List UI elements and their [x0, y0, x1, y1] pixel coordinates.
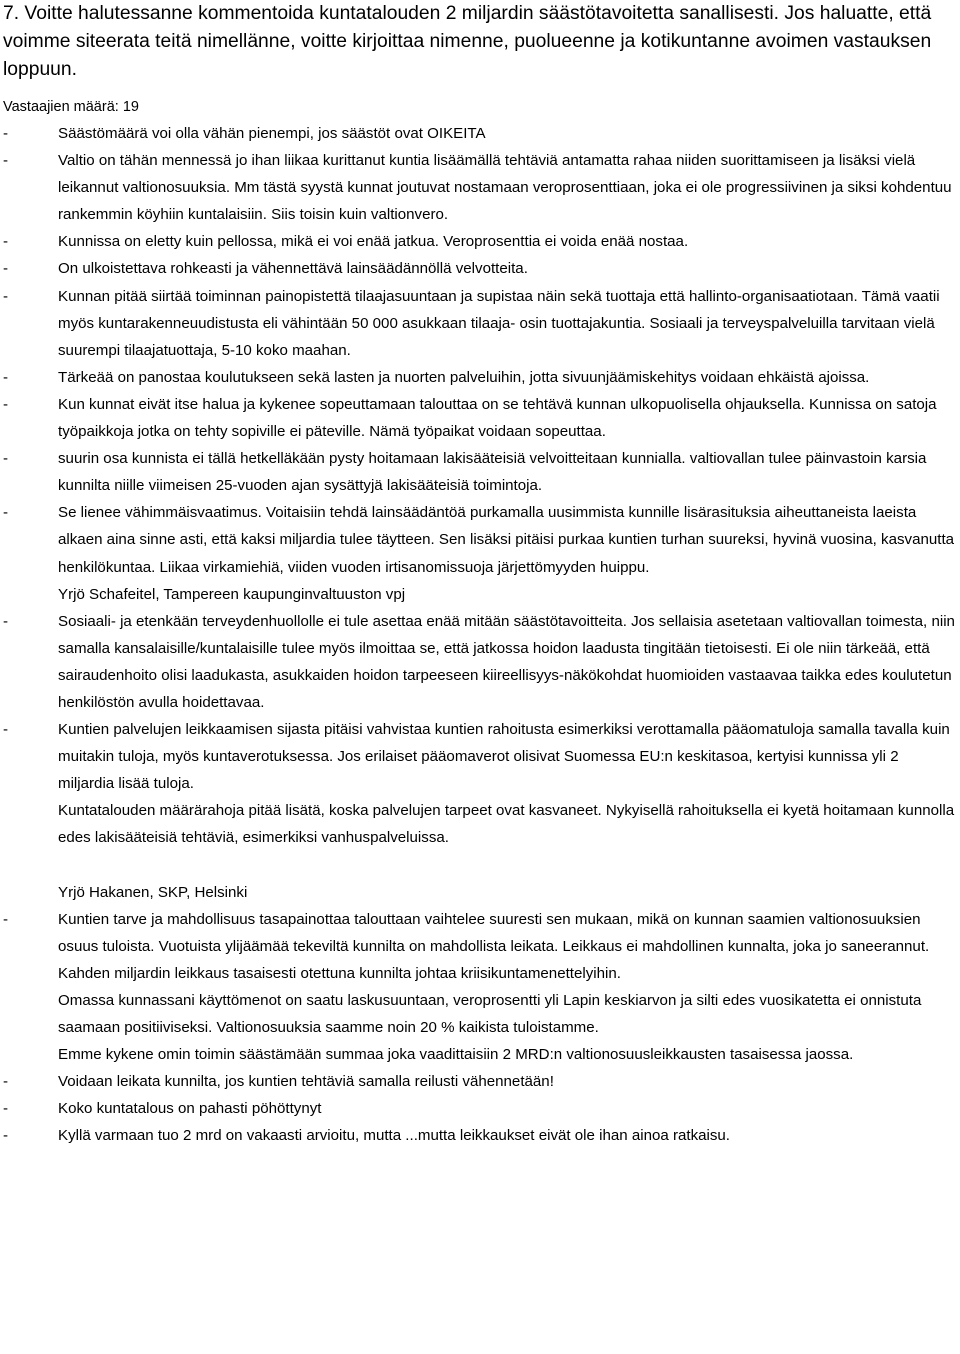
response-item	[3, 445, 958, 499]
response-item	[3, 581, 958, 608]
bullet-dash: -	[3, 368, 9, 386]
response-text: Emme kykene omin toimin säästämään summaa joka vaadittaisiin 2 MRD:n valtionosuusleikkausten tasaisessa jaossa.	[58, 1046, 854, 1064]
response-text: Säästömäärä voi olla vähän pienempi, jos säästöt ovat OIKEITA	[58, 125, 486, 142]
response-text: Sosiaali- ja etenkään terveydenhuollolle ei tule asettaa enää mitään säästötavoitteita. Jos sellaisia asetetaan valtiovallan toimesta, niin samalla kansalaisille/kuntalaisille tulee myös ilmoittaa se, että jatkossa hoidon laadusta tingitään tietoisesti. Ei ole niin tärkeää, että sairaudenhoito olisi laadukasta, asukkaiden hoidon tarpeeseen kiireellisyys-näkökohdat huomioiden vastaavaa taikka edes koulutetun henkilöstön avulla hoidettavaa.	[58, 612, 955, 711]
response-text: Kuntien tarve ja mahdollisuus tasapainottaa talouttaan vaihtelee suuresti sen mukaan, mikä on kunnan saamien valtionosuuksien osuus tuloista. Vuotuista ylijäämää tekeviltä kunnilta on mahdollista leikata. Leikkaus ei mahdollinen kunnalta, joka jo saneerannut. Kahden miljardin leikkaus tasaisesti otettuna kunnilta johtaa kriisikuntamenettelyihin.	[58, 910, 930, 982]
bullet-dash: -	[3, 450, 9, 468]
response-text: Yrjö Schafeitel, Tampereen kaupunginvaltuuston vpj	[58, 585, 406, 603]
bullet-dash: -	[3, 152, 9, 170]
response-item	[3, 1041, 958, 1068]
response-text: Se lienee vähimmäisvaatimus. Voitaisiin tehdä lainsäädäntöä purkamalla uusimmista kunnille lisärasituksia aiheuttaneista laeista alkaen aina sinne asti, että kaksi miljardia tulee täytteen. Sen lisäksi pitäisi purkaa kuntien turhan suureksi, hyvinä vuosina, kasvanutta henkilökuntaa. Liikaa virkamiehiä, viiden vuoden irtisanomissuoja järjettömyyden huippu.	[58, 504, 955, 576]
bullet-dash: -	[3, 1127, 9, 1145]
response-item	[3, 1095, 958, 1122]
response-text: Kunnissa on eletty kuin pellossa, mikä ei voi enää jatkua. Veroprosenttia ei voida enää nostaa.	[58, 233, 689, 251]
bullet-dash: -	[3, 233, 9, 251]
response-text: Koko kuntatalous on pahasti pöhöttynyt	[58, 1100, 322, 1118]
bullet-dash: -	[3, 1073, 9, 1091]
bullet-dash: -	[3, 612, 9, 630]
response-item	[3, 255, 958, 282]
response-text: Kuntien palvelujen leikkaamisen sijasta pitäisi vahvistaa kuntien rahoitusta esimerkiksi verottamalla pääomatuloja samalla tavalla kuin muitakin tuloja, myös kuntaverotuksessa. Jos erilaiset pääomaverot olisivat Suomessa EU:n keskitasoa, kertyisi kunnissa yli 2 miljardia lisää tuloja.	[58, 721, 950, 793]
bullet-dash: -	[3, 287, 9, 305]
response-item	[3, 1122, 958, 1149]
respondent-count: Vastaajien määrä: 19	[3, 99, 139, 115]
bullet-dash: -	[3, 504, 9, 522]
bullet-dash: -	[3, 125, 9, 142]
bullet-dash: -	[3, 260, 9, 278]
response-item	[3, 120, 958, 147]
response-text: Kunnan pitää siirtää toiminnan painopistettä tilaajasuuntaan ja supistaa näin sekä tuottaja että hallinto-organisaatiotaan. Tämä vaatii myös kuntarakenneuudistusta eli vähintään 50 000 asukkaan tilaaja- osin tuottajakuntia. Sosiaali ja terveyspalveluilla tarvitaan vielä suurempi tilaajatuottaja, 5-10 koko maahan.	[58, 287, 940, 359]
response-list	[3, 120, 958, 1150]
bullet-dash: -	[3, 721, 9, 739]
response-text: Yrjö Hakanen, SKP, Helsinki	[58, 883, 248, 901]
response-text: suurin osa kunnista ei tällä hetkelläkään pysty hoitamaan lakisääteisiä velvoitteitaan kunnialla. valtiovallan tulee päinvastoin karsia kunnilta niille viimeisen 25-vuoden ajan sysättyjä lakisääteisiä toimintoja.	[58, 450, 927, 495]
response-item	[3, 797, 958, 851]
response-item	[3, 879, 958, 906]
response-item	[3, 906, 958, 987]
response-item	[3, 987, 958, 1041]
response-item	[3, 1068, 958, 1095]
response-item	[3, 228, 958, 255]
response-text: Kyllä varmaan tuo 2 mrd on vakaasti arvioitu, mutta ...mutta leikkaukset eivät ole ihan ainoa ratkaisu.	[58, 1127, 731, 1145]
response-text: Kuntatalouden määrärahoja pitää lisätä, koska palvelujen tarpeet ovat kasvaneet. Nykyisellä rahoituksella ei kyetä hoitamaan kunnolla edes lakisääteisiä tehtäviä, esimerkiksi vanhuspalveluissa.	[58, 802, 955, 847]
response-item	[3, 283, 958, 364]
bullet-dash: -	[3, 395, 9, 413]
response-item	[3, 147, 958, 228]
response-item	[3, 499, 958, 580]
response-item	[3, 364, 958, 391]
response-text: Omassa kunnassani käyttömenot on saatu laskusuuntaan, veroprosentti yli Lapin keskiarvon ja silti edes vuosikatetta ei onnistuta saamaan positiiviseksi. Valtionosuuksia saamme noin 20 % kaikista tuloistamme.	[58, 992, 922, 1037]
bullet-dash: -	[3, 1100, 9, 1118]
response-item	[3, 391, 958, 445]
question-heading: 7. Voitte halutessanne kommentoida kuntatalouden 2 miljardin säästötavoitetta sanallisesti. Jos haluatte, että voimme siteerata teitä nimellänne, voitte kirjoittaa nimenne, puolueenne ja kotikuntanne avoimen vastauksen loppuun.	[3, 3, 932, 80]
response-item	[3, 716, 958, 797]
blank-line	[3, 852, 958, 879]
response-text: On ulkoistettava rohkeasti ja vähennettävä lainsäädännöllä velvotteita.	[58, 260, 528, 278]
response-text: Voidaan leikata kunnilta, jos kuntien tehtäviä samalla reilusti vähennetään!	[58, 1073, 554, 1091]
response-text: Kun kunnat eivät itse halua ja kykenee sopeuttamaan talouttaa on se tehtävä kunnan ulkopuolisella ohjauksella. Kunnissa on satoja työpaikkoja jotka on tehty sopiville ei päteville. Nämä työpaikat voidaan sopeuttaa.	[58, 395, 937, 441]
response-text: Tärkeää on panostaa koulutukseen sekä lasten ja nuorten palveluihin, jotta sivuunjäämiskehitys voidaan ehkäistä ajoissa.	[58, 368, 870, 386]
response-item	[3, 608, 958, 716]
response-text: Valtio on tähän mennessä jo ihan liikaa kurittanut kuntia lisäämällä tehtäviä antamatta rahaa niiden suorittamiseen ja lisäksi vielä leikannut valtionosuuksia. Mm tästä syystä kunnat joutuvat nostamaan veroprosenttiaan, joka ei ole progressiivinen ja siksi kohdentuu rankemmin köyhiin kuntalaisiin. Siis toisin kuin valtionvero.	[58, 152, 952, 224]
bullet-dash: -	[3, 910, 9, 928]
